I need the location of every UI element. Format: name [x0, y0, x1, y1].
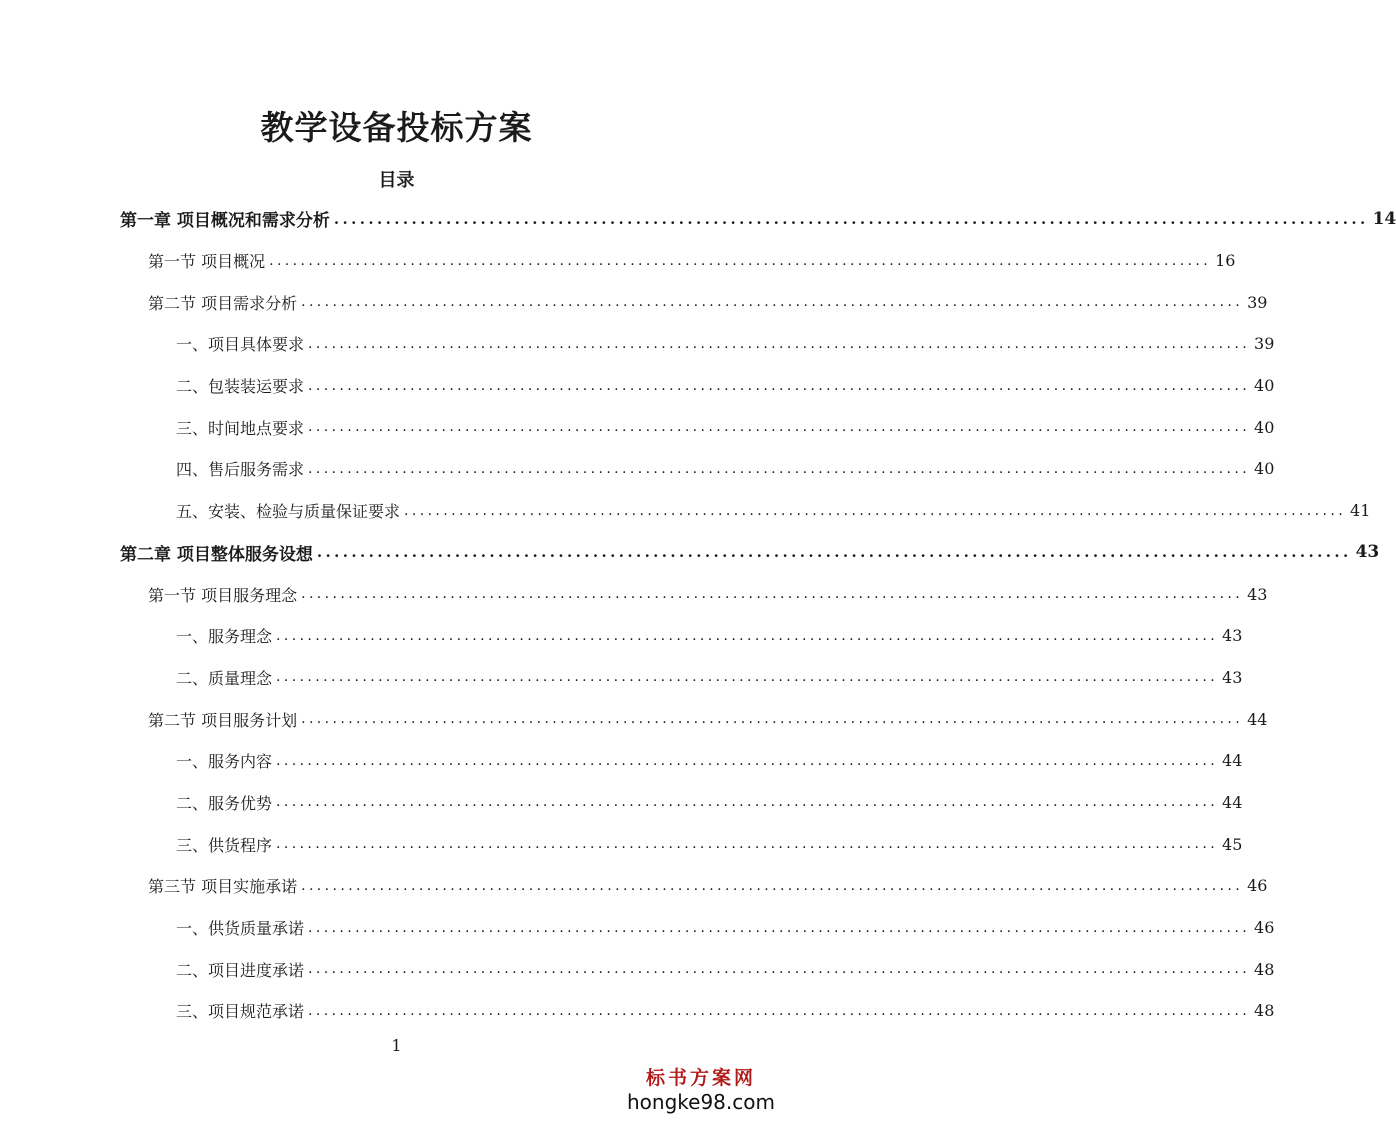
toc-entry-page-number: 43 [1222, 667, 1243, 687]
toc-dot-leader: ........................................................................................................................ [276, 669, 1219, 686]
toc-chapter-entry[interactable] [0, 532, 1380, 574]
table-of-contents [0, 198, 1396, 1032]
toc-subsection-entry[interactable] [0, 448, 1275, 490]
watermark-site-url: hongke98.com [627, 1090, 775, 1114]
toc-entry-label: 一、供货质量承诺 [176, 919, 305, 939]
toc-entry-label: 第二节 项目服务计划 [148, 710, 298, 730]
toc-dot-leader: ........................................................................................................................ [301, 586, 1244, 603]
toc-entry-page-number: 39 [1247, 292, 1268, 312]
watermark-site-name: 标书方案网 [645, 1067, 756, 1089]
watermark-logo [621, 1066, 781, 1114]
toc-subsection-entry[interactable] [0, 907, 1275, 949]
toc-entry-page-number: 43 [1247, 584, 1268, 604]
toc-dot-leader: ........................................................................................................................ [308, 1002, 1251, 1019]
toc-entry-label: 第二章 项目整体服务设想 [120, 544, 313, 565]
toc-dot-leader: ........................................................................................................................ [301, 294, 1244, 311]
toc-dot-leader: ........................................................................................................................ [276, 627, 1219, 644]
toc-entry-page-number: 45 [1222, 834, 1243, 854]
toc-entry-label: 一、服务内容 [176, 752, 273, 772]
toc-dot-leader: ........................................................................................................................ [301, 877, 1244, 894]
toc-dot-leader: ........................................................................................................................ [308, 460, 1251, 477]
toc-entry-page-number: 43 [1222, 626, 1243, 646]
toc-dot-leader: ........................................................................................................................ [308, 377, 1251, 394]
page-number: 1 [391, 1036, 402, 1055]
toc-dot-leader: ........................................................................................................................ [308, 919, 1251, 936]
toc-entry-label: 三、时间地点要求 [176, 418, 305, 438]
toc-subsection-entry[interactable] [0, 823, 1243, 865]
toc-entry-page-number: 43 [1355, 542, 1380, 563]
toc-section-entry[interactable] [0, 573, 1268, 615]
toc-dot-leader: ........................................................................................................................ [308, 419, 1251, 436]
toc-subsection-entry[interactable] [0, 782, 1243, 824]
toc-dot-leader: ........................................................................................................................ [316, 543, 1352, 562]
toc-dot-leader: ........................................................................................................................ [276, 836, 1219, 853]
toc-entry-page-number: 44 [1222, 751, 1243, 771]
toc-entry-page-number: 44 [1247, 709, 1268, 729]
toc-subsection-entry[interactable] [0, 323, 1275, 365]
document-title: 教学设备投标方案 [260, 108, 533, 147]
toc-entry-label: 一、项目具体要求 [176, 335, 305, 355]
toc-chapter-entry[interactable] [0, 198, 1396, 240]
toc-dot-leader: ........................................................................................................................ [301, 711, 1244, 728]
toc-entry-label: 二、项目进度承诺 [176, 960, 305, 980]
toc-entry-page-number: 46 [1247, 876, 1268, 896]
toc-section-entry[interactable] [0, 240, 1236, 282]
toc-subsection-entry[interactable] [0, 365, 1275, 407]
toc-dot-leader: ........................................................................................................................ [308, 961, 1251, 978]
toc-section-entry[interactable] [0, 865, 1268, 907]
toc-dot-leader: ........................................................................................................................ [404, 502, 1347, 519]
toc-dot-leader: ........................................................................................................................ [276, 794, 1219, 811]
toc-subsection-entry[interactable] [0, 740, 1243, 782]
toc-entry-label: 三、供货程序 [176, 835, 273, 855]
toc-subsection-entry[interactable] [0, 406, 1275, 448]
toc-subsection-entry[interactable] [0, 490, 1371, 532]
toc-entry-page-number: 41 [1350, 501, 1371, 521]
toc-entry-page-number: 46 [1254, 918, 1275, 938]
toc-entry-page-number: 48 [1254, 959, 1275, 979]
toc-entry-page-number: 16 [1215, 251, 1236, 271]
toc-entry-label: 第三节 项目实施承诺 [148, 877, 298, 897]
toc-entry-page-number: 40 [1254, 459, 1275, 479]
toc-entry-page-number: 39 [1254, 334, 1275, 354]
toc-entry-page-number: 40 [1254, 376, 1275, 396]
toc-section-entry[interactable] [0, 281, 1268, 323]
toc-entry-label: 四、售后服务需求 [176, 460, 305, 480]
toc-subsection-entry[interactable] [0, 948, 1275, 990]
toc-entry-label: 第一节 项目概况 [148, 252, 266, 272]
toc-entry-label: 一、服务理念 [176, 627, 273, 647]
toc-heading: 目录 [378, 170, 415, 191]
toc-entry-label: 二、服务优势 [176, 793, 273, 813]
toc-entry-page-number: 44 [1222, 792, 1243, 812]
toc-entry-page-number: 40 [1254, 417, 1275, 437]
toc-entry-label: 第二节 项目需求分析 [148, 293, 298, 313]
toc-entry-label: 二、质量理念 [176, 668, 273, 688]
toc-entry-page-number: 14 [1372, 208, 1396, 229]
toc-dot-leader: ........................................................................................................................ [276, 752, 1219, 769]
toc-entry-label: 第一节 项目服务理念 [148, 585, 298, 605]
toc-dot-leader: ........................................................................................................................ [333, 209, 1369, 228]
toc-entry-label: 第一章 项目概况和需求分析 [120, 211, 330, 232]
toc-section-entry[interactable] [0, 698, 1268, 740]
toc-entry-label: 三、项目规范承诺 [176, 1002, 305, 1022]
toc-entry-label: 五、安装、检验与质量保证要求 [176, 502, 401, 522]
toc-dot-leader: ........................................................................................................................ [308, 335, 1251, 352]
toc-entry-page-number: 48 [1254, 1001, 1275, 1021]
toc-subsection-entry[interactable] [0, 657, 1243, 699]
toc-entry-label: 二、包装装运要求 [176, 377, 305, 397]
toc-subsection-entry[interactable] [0, 990, 1275, 1032]
toc-dot-leader: ........................................................................................................................ [269, 252, 1212, 269]
toc-subsection-entry[interactable] [0, 615, 1243, 657]
